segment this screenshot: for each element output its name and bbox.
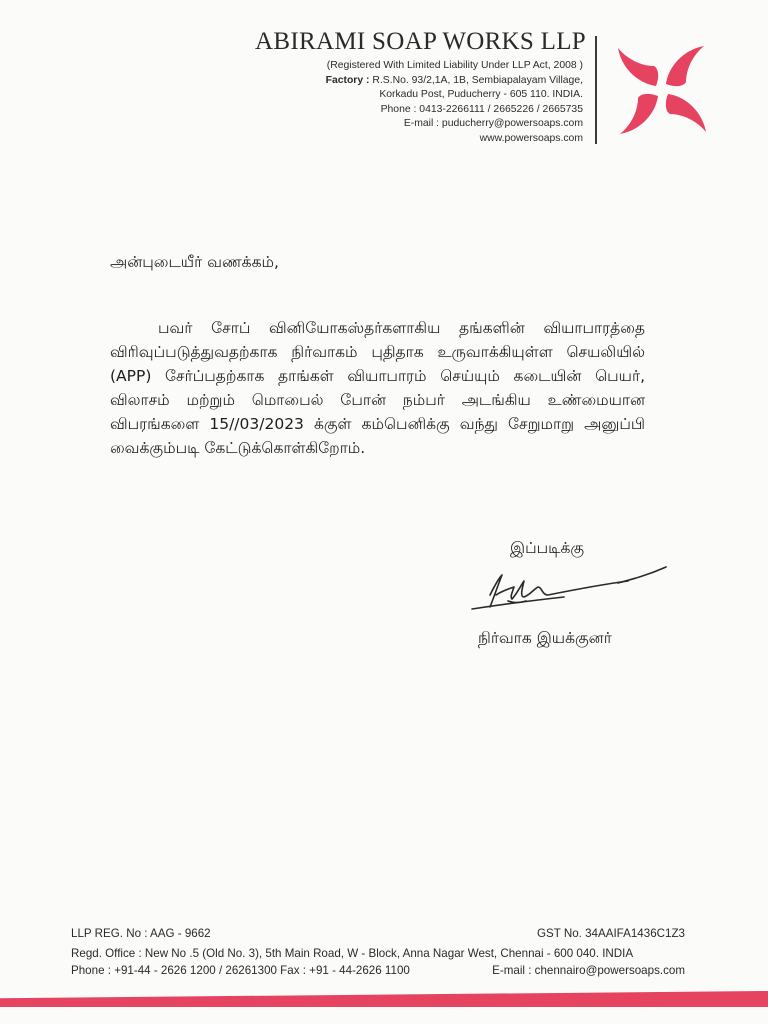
llp-registration: LLP REG. No : AAG - 9662 (71, 927, 211, 940)
factory-address-line1 (326, 74, 583, 89)
factory-address-text: R.S.No. 93/2,1A, 1B, Sembiapalayam Village, (372, 74, 583, 86)
factory-label: Factory : (325, 74, 370, 86)
registered-office-address: Regd. Office : New No .5 (Old No. 3), 5th Main Road, W - Block, Anna Nagar West, Chennai - 600 040. INDIA (71, 947, 634, 960)
designation: நிர்வாக இயக்குனர் (478, 629, 612, 647)
company-address-block (326, 59, 583, 147)
footer-brand-band (0, 991, 768, 1007)
office-email: E-mail : chennairo@powersoaps.com (492, 964, 685, 977)
company-website: www.powersoaps.com (479, 132, 583, 144)
header-divider (595, 36, 597, 144)
company-name: ABIRAMI SOAP WORKS LLP (255, 28, 586, 55)
letter-body-text: பவர் சோப் வினியோகஸ்தர்களாகிய தங்களின் வியாபாரத்தை விரிவுப்படுத்துவதற்காக நிர்வாகம் புதிதாக உருவாக்கியுள்ள செயலியில் (APP) சேர்ப்பதற்காக தாங்கள் வியாபாரம் செய்யும் கடையின் பெயர், விலாசம் மற்றும் மொபைல் போன் நம்பர் அடங்கிய உண்மையான விபரங்களை 15//03/2023 க்குள் கம்பெனிக்கு வந்து சேறுமாறு அனுப்பி வைக்கும்படி கேட்டுக்கொள்கிறோம். (110, 319, 645, 457)
salutation: அன்புடையீர் வணக்கம், (110, 253, 279, 271)
registration-note: (Registered With Limited Liability Under LLP Act, 2008 ) (326, 60, 583, 71)
office-phone-fax: Phone : +91-44 - 2626 1200 / 26261300 Fax : +91 - 44-2626 1100 (71, 964, 410, 977)
gst-number: GST No. 34AAIFA1436C1Z3 (536, 927, 685, 940)
factory-address-line2: Korkadu Post, Puducherry - 605 110. INDIA. (379, 89, 583, 101)
pinwheel-logo-icon (606, 34, 718, 146)
letter-body (110, 316, 645, 460)
signature-icon (468, 565, 673, 615)
factory-email: E-mail : puducherry@powersoaps.com (403, 118, 583, 130)
closing: இப்படிக்கு (510, 539, 585, 557)
factory-phone: Phone : 0413-2266111 / 2665226 / 2665735 (380, 103, 583, 115)
